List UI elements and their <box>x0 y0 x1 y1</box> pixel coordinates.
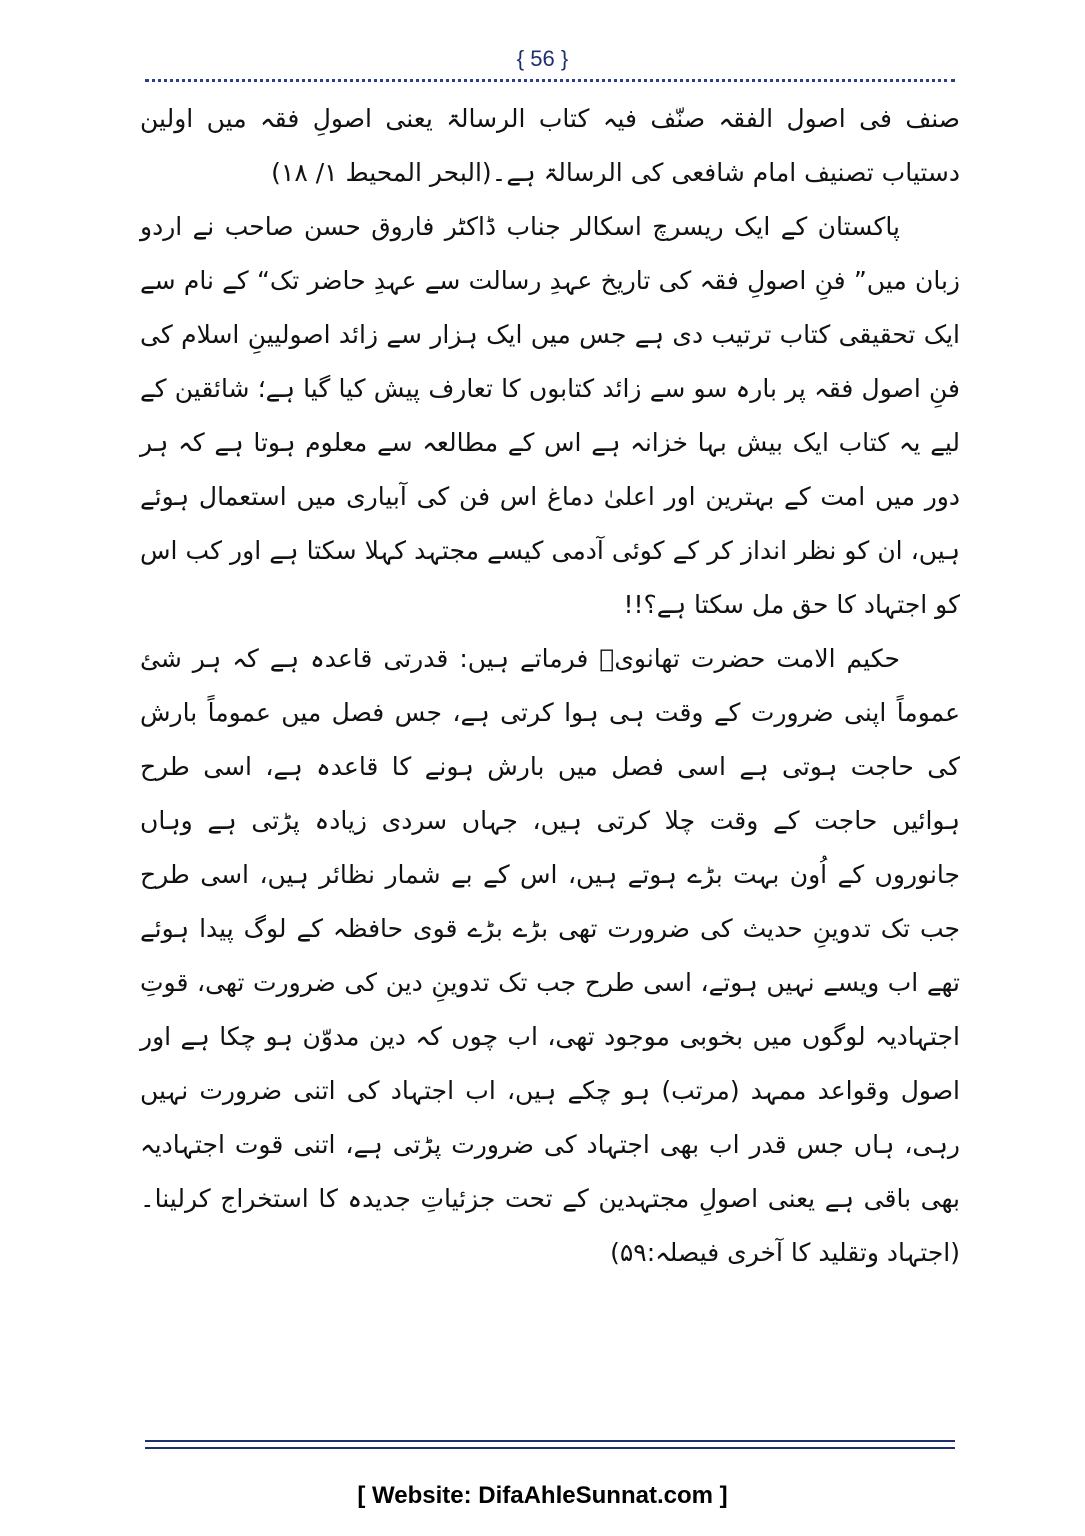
paragraph-quote-continuation: صنف فی اصول الفقہ صنّف فیہ کتاب الرسالۃ یعنی اصولِ فقہ میں اولین دستیاب تصنیف امام شافعی کی الرسالۃ ہے۔(البحر المحیط ۱/ ۱۸) <box>140 104 960 187</box>
paragraph-research-book: پاکستان کے ایک ریسرچ اسکالر جناب ڈاکٹر فاروق حسن صاحب نے اردو زبان میں” فنِ اصولِ فقہ کی تاریخ عہدِ رسالت سے عہدِ حاضر تک“ کے نام سے ایک تحقیقی کتاب ترتیب دی ہے جس میں ایک ہزار سے زائد اصولیینِ اسلام کی فنِ اصول فقہ پر بارہ سو سے زائد کتابوں کا تعارف پیش کیا گیا ہے؛ شائقین کے لیے یہ کتاب ایک بیش بہا خزانہ ہے اس کے مطالعہ سے معلوم ہوتا ہے کہ ہر دور میں امت کے بہترین اور اعلیٰ دماغ اس فن کی آبیاری میں استعمال ہوئے ہیں، ان کو نظر انداز کر کے کوئی آدمی کیسے مجتہد کہلا سکتا ہے اور کب اس کو اجتہاد کا حق مل سکتا ہے؟!! <box>140 212 960 619</box>
page-number: { 56 } <box>516 46 569 71</box>
header-divider <box>145 79 955 82</box>
website-footer: [ Website: DifaAhleSunnat.com ] <box>357 1482 728 1509</box>
paragraph-thanvi-quote: حکیم الامت حضرت تھانویؒ فرماتے ہیں: قدرتی قاعدہ ہے کہ ہر شئ عموماً اپنی ضرورت کے وقت ہی ہوا کرتی ہے، جس فصل میں عموماً بارش کی حاجت ہوتی ہے اسی فصل میں بارش ہونے کا قاعدہ ہے، اسی طرح ہوائیں حاجت کے وقت چلا کرتی ہیں، جہاں سردی زیادہ پڑتی ہے وہاں جانوروں کے اُون بہت بڑے ہوتے ہیں، اس کے بے شمار نظائر ہیں، اسی طرح جب تک تدوینِ حدیث کی ضرورت تھی بڑے بڑے قوی حافظہ کے لوگ پیدا ہوئے تھے اب ویسے نہیں ہوتے، اسی طرح جب تک تدوینِ دین کی ضرورت تھی، قوتِ اجتہادیہ لوگوں میں بخوبی موجود تھی، اب چوں کہ دین مدوّن ہو چکا ہے اور اصول وقواعد ممہد (مرتب) ہو چکے ہیں، اب اجتہاد کی اتنی ضرورت نہیں رہی، ہاں جس قدر اب بھی اجتہاد کی ضرورت پڑتی ہے، اتنی قوت اجتہادیہ بھی باقی ہے یعنی اصولِ مجتہدین کے تحت جزئیاتِ جدیدہ کا استخراج کرلینا۔(اجتہاد وتقلید کا آخری فیصلہ:۵۹) <box>140 644 960 1267</box>
page-body <box>140 92 960 1280</box>
footer-divider <box>145 1440 955 1449</box>
